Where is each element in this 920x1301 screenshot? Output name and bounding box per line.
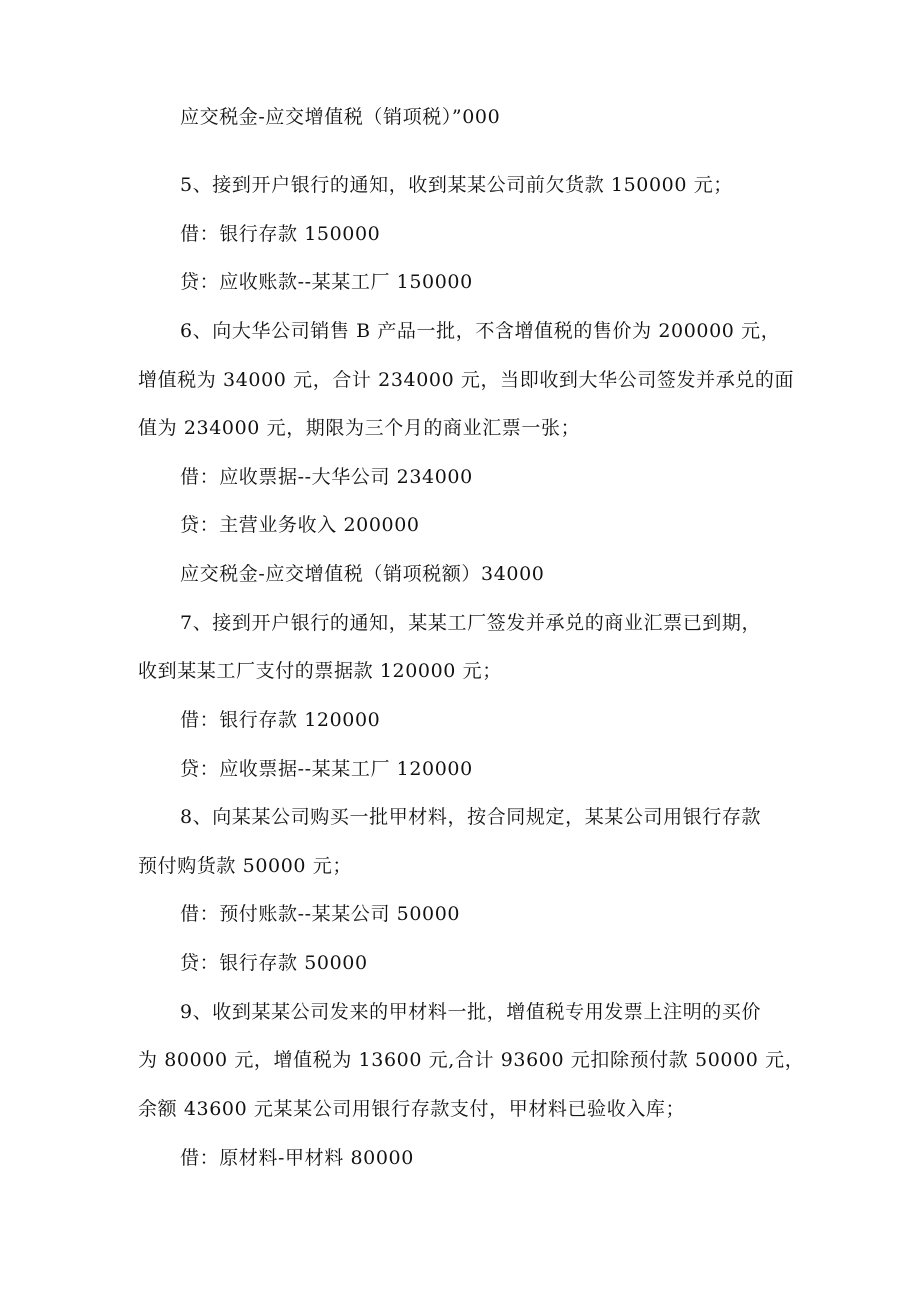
transaction-6-heading: 6、向大华公司销售 B 产品一批，不含增值税的售价为 200000 元，	[180, 320, 781, 342]
transaction-6-continuation: 增值税为 34000 元，合计 234000 元，当即收到大华公司签发并承兑的面	[138, 369, 795, 391]
credit-line: 贷：应收账款--某某工厂 150000	[180, 271, 473, 293]
debit-line: 借：原材料-甲材料 80000	[180, 1147, 414, 1169]
transaction-6-continuation: 值为 234000 元，期限为三个月的商业汇票一张；	[138, 417, 581, 439]
debit-line: 借：预付账款--某某公司 50000	[180, 903, 461, 925]
transaction-7-heading: 7、接到开户银行的通知，某某工厂签发并承兑的商业汇票已到期，	[180, 612, 762, 634]
debit-line: 借：应收票据--大华公司 234000	[180, 466, 473, 488]
credit-line: 贷：应收票据--某某工厂 120000	[180, 758, 473, 780]
credit-line: 贷：主营业务收入 200000	[180, 514, 420, 536]
transaction-5-heading: 5、接到开户银行的通知，收到某某公司前欠货款 150000 元；	[180, 174, 733, 196]
entry-line: 应交税金-应交增值税（销项税额）34000	[180, 563, 545, 585]
transaction-9-continuation: 为 80000 元，增值税为 13600 元,合计 93600 元扣除预付款 50000 元，	[138, 1049, 805, 1071]
transaction-9-heading: 9、收到某某公司发来的甲材料一批，增值税专用发票上注明的买价	[180, 1001, 762, 1023]
transaction-8-heading: 8、向某某公司购买一批甲材料，按合同规定，某某公司用银行存款	[180, 806, 762, 828]
transaction-7-continuation: 收到某某工厂支付的票据款 120000 元；	[138, 660, 502, 682]
entry-line: 应交税金-应交增值税（销项税）”000	[180, 106, 501, 128]
transaction-9-continuation: 余额 43600 元某某公司用银行存款支付，甲材料已验收入库；	[138, 1098, 686, 1120]
credit-line: 贷：银行存款 50000	[180, 952, 368, 974]
transaction-8-continuation: 预付购货款 50000 元；	[138, 855, 352, 877]
debit-line: 借：银行存款 150000	[180, 223, 381, 245]
debit-line: 借：银行存款 120000	[180, 709, 381, 731]
